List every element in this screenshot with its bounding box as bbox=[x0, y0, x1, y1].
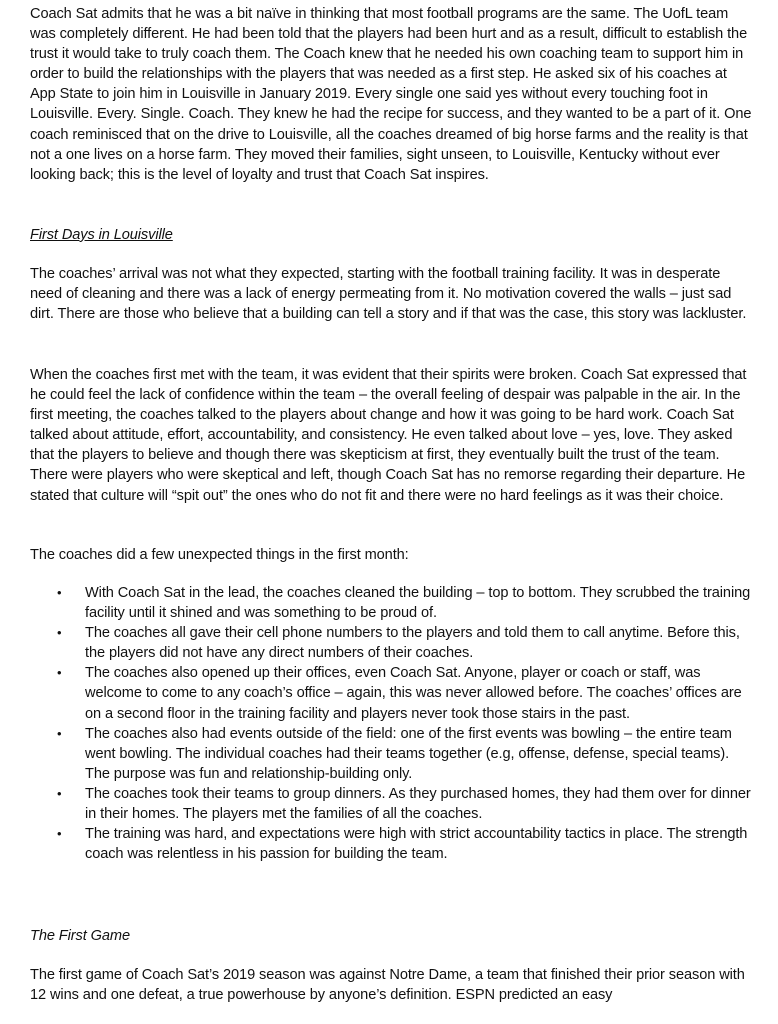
list-item: • The coaches also opened up their offices, even Coach Sat. Anyone, player or coach or staff, was welcome to come to any coach’s office – again, this was never allowed before. The coaches’ offices are on a second floor in the training facility and players never took those stairs in the past. bbox=[57, 665, 742, 722]
bullet-icon: • bbox=[57, 665, 62, 681]
paragraph-coaching-team: Coach Sat admits that he was a bit naïve in thinking that most football programs are the same. The UofL team was completely different. He had been told that the players had been hurt and as a result, difficult to establish the trust it would take to truly coach them. The Coach knew that he needed his own coaching team to support him in order to build the relationships with the players that was needed as a first step. He asked six of his coaches at App State to join him in Louisville in January 2019. Every single one said yes without every touching foot in Louisville. Every. Single. Coach. They knew he had the recipe for success, and they wanted to be a part of it. One coach reminisced that on the drive to Louisville, all the coaches dreamed of big horse farms and the reality is that not a one lives on a horse farm. They moved their families, sight unseen, to Louisville, Kentucky without ever looking back; this is the level of loyalty and trust that Coach Sat inspires. bbox=[30, 6, 752, 183]
list-item: • The coaches all gave their cell phone numbers to the players and told them to call anytime. Before this, the players did not have any direct numbers of their coaches. bbox=[57, 625, 740, 662]
list-item: • The coaches also had events outside of the field: one of the first events was bowling – the entire team went bowling. The individual coaches had their teams together (e.g, offense, defense, special teams). The purpose was fun and relationship-building only. bbox=[57, 725, 732, 782]
list-item: • The training was hard, and expectations were high with strict accountability tactics in place. The strength coach was relentless in his passion for building the team. bbox=[57, 826, 748, 863]
bullet-list bbox=[0, 583, 760, 864]
bullet-icon: • bbox=[57, 585, 62, 600]
list-item: • The coaches took their teams to group dinners. As they purchased homes, they had them over for dinner in their homes. The players met the families of all the coaches. bbox=[57, 785, 751, 823]
paragraph-first-meeting: When the coaches first met with the team, it was evident that their spirits were broken. Coach Sat expressed that he could feel the lack of confidence within the team – the overall feeling of despair was palpable in the air. In the first meeting, the coaches talked to the players about change and how it was going to be hard work. Coach Sat talked about attitude, effort, accountability, and consistency. He even talked about love – yes, love. They asked that the players to believe and though there was skepticism at first, they eventually built the trust of the team. There were players who were skeptical and left, though Coach Sat has no remorse regarding their departure. He stated that culture will “spit out” the ones who do not fit and there were no hard feelings as it was their choice. bbox=[30, 367, 747, 504]
bullet-icon: • bbox=[57, 625, 62, 641]
paragraph-first-game: The first game of Coach Sat’s 2019 season was against Notre Dame, a team that finished their prior season with 12 wins and one defeat, a true powerhouse by anyone’s definition. ESPN predicted an easy bbox=[30, 967, 745, 1004]
list-item: • With Coach Sat in the lead, the coaches cleaned the building – top to bottom. They scrubbed the training facility until it shined and was something to be proud of. bbox=[57, 585, 751, 622]
bullet-icon: • bbox=[57, 826, 62, 842]
heading-first-game: The First Game bbox=[30, 928, 130, 944]
bullet-icon: • bbox=[57, 785, 62, 801]
paragraph-unexpected-things: The coaches did a few unexpected things in the first month: bbox=[30, 547, 409, 563]
bullet-icon: • bbox=[57, 725, 62, 741]
heading-first-days: First Days in Louisville bbox=[30, 227, 173, 243]
paragraph-arrival: The coaches’ arrival was not what they expected, starting with the football training facility. It was in desperate need of cleaning and there was a lack of energy permeating from it. No motivation covered the walls – just sad dirt. There are those who believe that a building can tell a story and if that was the case, this story was lackluster. bbox=[30, 266, 747, 323]
